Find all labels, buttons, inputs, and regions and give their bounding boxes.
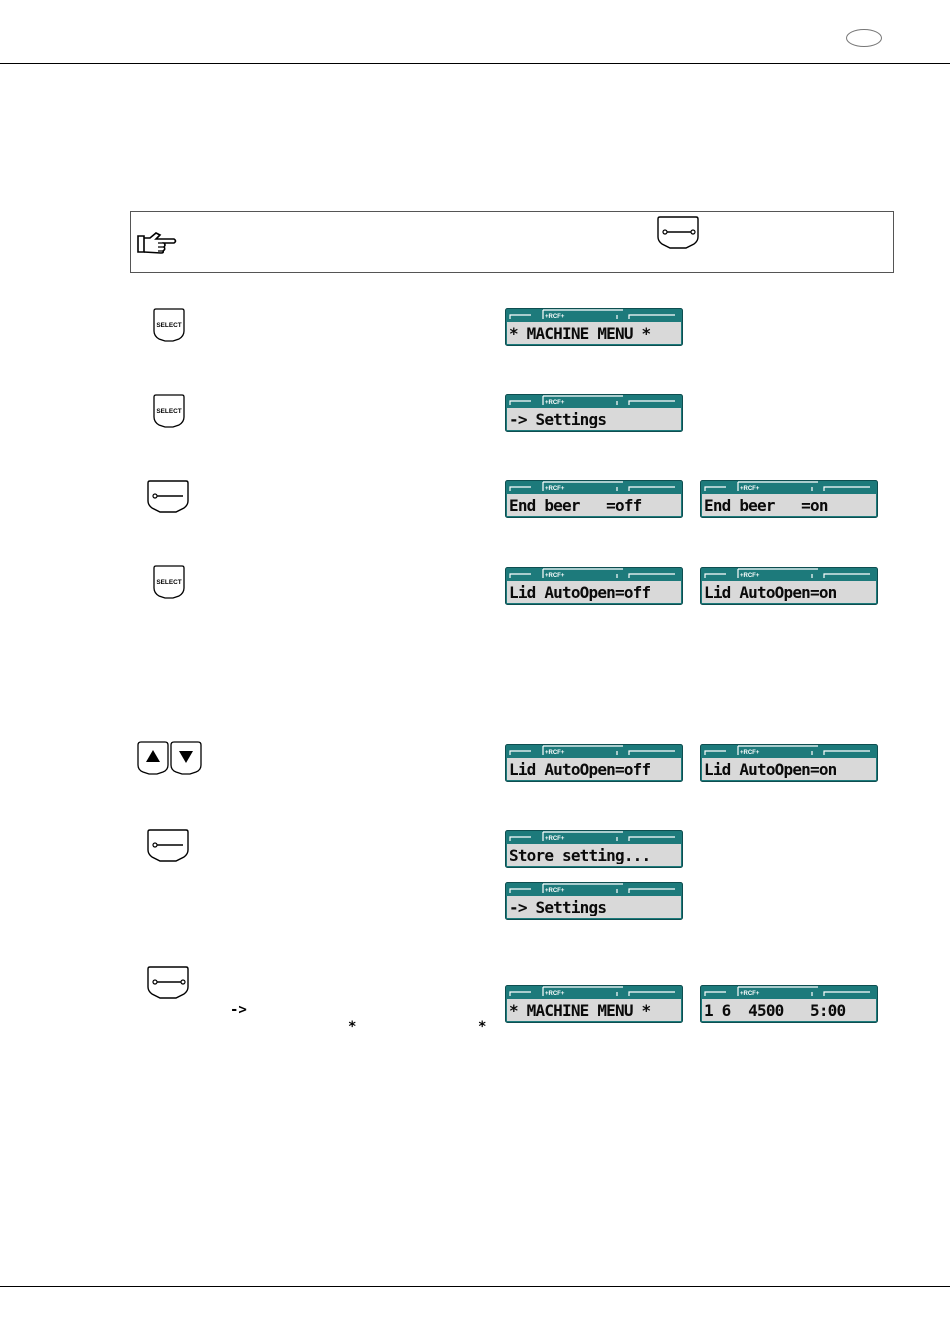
- select-button[interactable]: [153, 565, 185, 599]
- select-key-label: SELECT: [156, 322, 182, 329]
- lcd-text: Lid AutoOpen=off: [509, 761, 651, 778]
- lcd-header-label: +RCF+: [740, 750, 760, 756]
- select-button[interactable]: [153, 394, 185, 428]
- lcd-display: [505, 744, 683, 782]
- lcd-header-label: +RCF+: [545, 400, 565, 406]
- lcd-display: [700, 985, 878, 1023]
- lcd-text: 1 6 4500 5:00: [704, 1002, 846, 1019]
- enter-key-icon[interactable]: [146, 828, 190, 862]
- lcd-text: Lid AutoOpen=off: [509, 584, 651, 601]
- lcd-text: End beer =off: [509, 497, 642, 514]
- lcd-text: End beer =on: [704, 497, 828, 514]
- lcd-text: Lid AutoOpen=on: [704, 761, 837, 778]
- lcd-text: -> Settings: [509, 411, 607, 428]
- bottom-rule: [0, 1286, 950, 1287]
- select-key-label: SELECT: [156, 579, 182, 586]
- lcd-header-label: +RCF+: [545, 888, 565, 894]
- lcd-display: [700, 567, 878, 605]
- lcd-display: [505, 882, 683, 920]
- lcd-header-label: +RCF+: [545, 836, 565, 842]
- up-arrow-button[interactable]: [137, 741, 169, 775]
- lcd-display: [700, 744, 878, 782]
- inline-arrow-symbol: ->: [230, 1002, 247, 1018]
- lcd-display: [505, 394, 683, 432]
- enter-key-icon[interactable]: [146, 965, 190, 999]
- select-key-label: SELECT: [156, 408, 182, 415]
- language-badge: [846, 29, 882, 47]
- lcd-display: [505, 308, 683, 346]
- inline-star-symbol: *: [348, 1019, 357, 1035]
- lcd-header-label: +RCF+: [545, 486, 565, 492]
- lcd-text: -> Settings: [509, 899, 607, 916]
- lcd-display: [505, 480, 683, 518]
- lcd-text: Store setting...: [509, 847, 651, 864]
- lcd-text: * MACHINE MENU *: [509, 325, 651, 342]
- top-rule: [0, 63, 950, 64]
- enter-key-icon: [656, 215, 700, 249]
- lcd-display: [505, 985, 683, 1023]
- pointing-hand-icon: [136, 230, 178, 256]
- down-arrow-button[interactable]: [170, 741, 202, 775]
- lcd-header-label: +RCF+: [545, 750, 565, 756]
- lcd-text: Lid AutoOpen=on: [704, 584, 837, 601]
- lcd-header-label: +RCF+: [740, 573, 760, 579]
- lcd-header-label: +RCF+: [740, 991, 760, 997]
- lcd-display: [505, 567, 683, 605]
- lcd-display: [505, 830, 683, 868]
- enter-key-icon[interactable]: [146, 479, 190, 513]
- lcd-header-label: +RCF+: [545, 573, 565, 579]
- lcd-header-label: +RCF+: [545, 991, 565, 997]
- lcd-display: [700, 480, 878, 518]
- lcd-header-label: +RCF+: [740, 486, 760, 492]
- note-box: [130, 211, 894, 273]
- inline-star-symbol: *: [478, 1019, 487, 1035]
- lcd-header-label: +RCF+: [545, 314, 565, 320]
- lcd-text: * MACHINE MENU *: [509, 1002, 651, 1019]
- select-button[interactable]: [153, 308, 185, 342]
